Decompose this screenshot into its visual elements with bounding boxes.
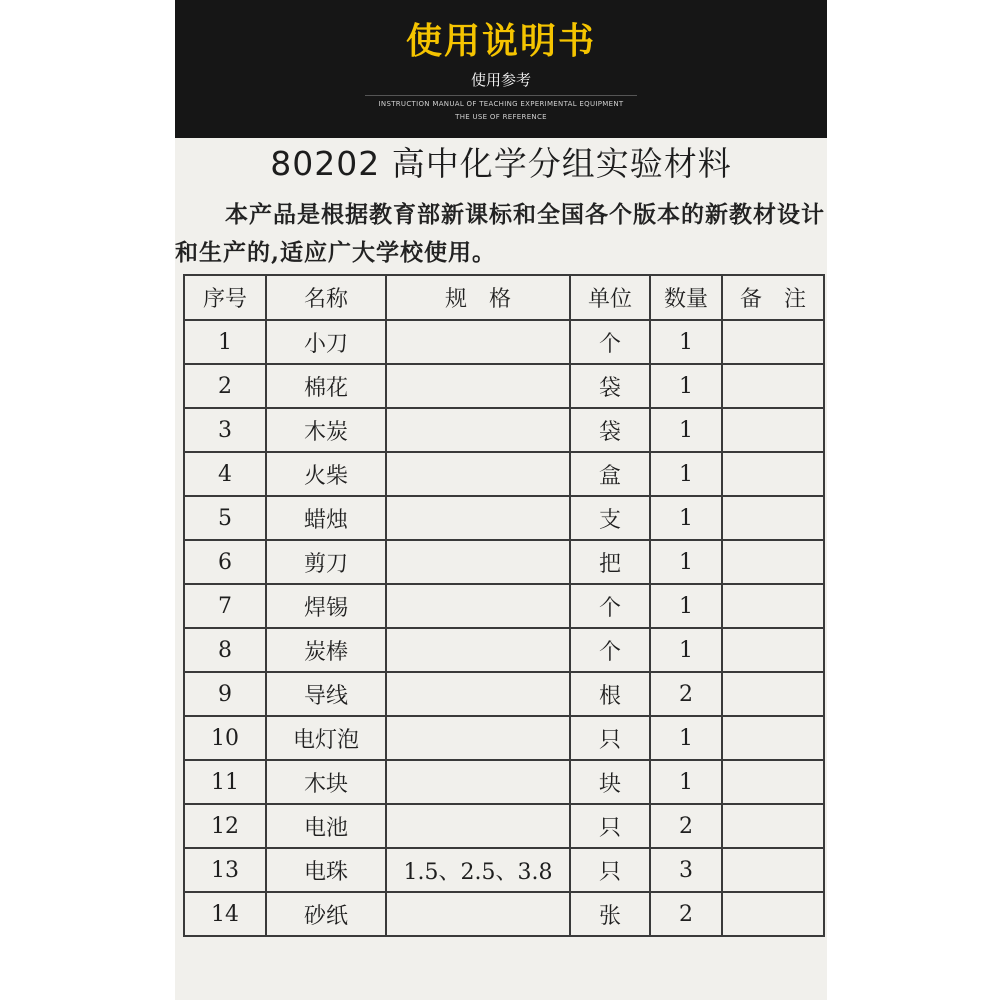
cell-unit: 个	[570, 320, 650, 364]
banner-english-line-2: THE USE OF REFERENCE	[455, 113, 547, 121]
cell-note	[722, 364, 824, 408]
cell-spec	[386, 892, 570, 936]
cell-note	[722, 540, 824, 584]
document-title: 80202 高中化学分组实验材料	[270, 144, 732, 183]
table-row	[184, 848, 824, 892]
table-row	[184, 452, 824, 496]
cell-no: 3	[184, 408, 266, 452]
cell-spec	[386, 364, 570, 408]
cell-qty: 1	[650, 452, 722, 496]
cell-name: 电池	[266, 804, 386, 848]
header-cell-note: 备 注	[722, 275, 824, 320]
table-row	[184, 408, 824, 452]
cell-unit: 袋	[570, 408, 650, 452]
cell-spec	[386, 716, 570, 760]
cell-name: 木炭	[266, 408, 386, 452]
cell-name: 蜡烛	[266, 496, 386, 540]
cell-name: 小刀	[266, 320, 386, 364]
cell-qty: 1	[650, 716, 722, 760]
cell-qty: 1	[650, 408, 722, 452]
table-row	[184, 364, 824, 408]
intro-paragraph: 本产品是根据教育部新课标和全国各个版本的新教材设计和生产的,适应广大学校使用。	[175, 201, 825, 266]
cell-qty: 1	[650, 760, 722, 804]
cell-name: 棉花	[266, 364, 386, 408]
cell-unit: 个	[570, 584, 650, 628]
cell-spec	[386, 628, 570, 672]
cell-name: 木块	[266, 760, 386, 804]
cell-no: 8	[184, 628, 266, 672]
cell-spec: 1.5、2.5、3.8	[386, 848, 570, 892]
table-header	[184, 275, 824, 320]
cell-qty: 1	[650, 628, 722, 672]
cell-no: 13	[184, 848, 266, 892]
cell-qty: 1	[650, 496, 722, 540]
cell-qty: 1	[650, 584, 722, 628]
cell-qty: 3	[650, 848, 722, 892]
cell-spec	[386, 672, 570, 716]
cell-no: 4	[184, 452, 266, 496]
cell-name: 火柴	[266, 452, 386, 496]
banner-english-line-1: INSTRUCTION MANUAL OF TEACHING EXPERIMENTAL EQUIPMENT	[378, 100, 624, 108]
cell-spec	[386, 496, 570, 540]
cell-no: 1	[184, 320, 266, 364]
table-row	[184, 672, 824, 716]
table-row	[184, 320, 824, 364]
materials-table	[183, 274, 825, 937]
table-row	[184, 628, 824, 672]
cell-unit: 块	[570, 760, 650, 804]
cell-unit: 盒	[570, 452, 650, 496]
cell-name: 焊锡	[266, 584, 386, 628]
cell-spec	[386, 540, 570, 584]
cell-qty: 2	[650, 892, 722, 936]
cell-spec	[386, 804, 570, 848]
cell-qty: 2	[650, 672, 722, 716]
banner-title: 使用说明书	[405, 21, 596, 62]
cell-note	[722, 408, 824, 452]
cell-note	[722, 320, 824, 364]
cell-note	[722, 628, 824, 672]
cell-unit: 根	[570, 672, 650, 716]
cell-name: 炭棒	[266, 628, 386, 672]
manual-page	[175, 0, 827, 1000]
table-body	[184, 320, 824, 936]
cell-name: 导线	[266, 672, 386, 716]
cell-no: 11	[184, 760, 266, 804]
cell-name: 电珠	[266, 848, 386, 892]
cell-no: 14	[184, 892, 266, 936]
cell-note	[722, 672, 824, 716]
header-cell-spec: 规 格	[386, 275, 570, 320]
cell-spec	[386, 408, 570, 452]
header-cell-name: 名称	[266, 275, 386, 320]
cell-qty: 1	[650, 540, 722, 584]
table-row	[184, 804, 824, 848]
header-cell-no: 序号	[184, 275, 266, 320]
cell-name: 电灯泡	[266, 716, 386, 760]
header-cell-qty: 数量	[650, 275, 722, 320]
table-row	[184, 496, 824, 540]
cell-qty: 2	[650, 804, 722, 848]
table-row	[184, 716, 824, 760]
cell-unit: 袋	[570, 364, 650, 408]
cell-unit: 只	[570, 848, 650, 892]
cell-name: 砂纸	[266, 892, 386, 936]
banner-subtitle: 使用参考	[470, 71, 531, 89]
cell-note	[722, 452, 824, 496]
cell-name: 剪刀	[266, 540, 386, 584]
cell-unit: 张	[570, 892, 650, 936]
table-row	[184, 540, 824, 584]
cell-note	[722, 848, 824, 892]
cell-spec	[386, 584, 570, 628]
cell-note	[722, 804, 824, 848]
cell-no: 12	[184, 804, 266, 848]
cell-no: 6	[184, 540, 266, 584]
cell-spec	[386, 760, 570, 804]
cell-note	[722, 892, 824, 936]
header-banner	[175, 0, 827, 138]
table-row	[184, 760, 824, 804]
cell-unit: 只	[570, 716, 650, 760]
cell-note	[722, 584, 824, 628]
header-row	[184, 275, 824, 320]
cell-no: 5	[184, 496, 266, 540]
header-cell-unit: 单位	[570, 275, 650, 320]
cell-unit: 支	[570, 496, 650, 540]
cell-note	[722, 760, 824, 804]
cell-unit: 个	[570, 628, 650, 672]
cell-no: 7	[184, 584, 266, 628]
cell-no: 9	[184, 672, 266, 716]
banner-divider	[365, 95, 637, 96]
cell-unit: 只	[570, 804, 650, 848]
cell-no: 10	[184, 716, 266, 760]
cell-qty: 1	[650, 320, 722, 364]
cell-note	[722, 716, 824, 760]
cell-qty: 1	[650, 364, 722, 408]
cell-spec	[386, 452, 570, 496]
table-row	[184, 584, 824, 628]
cell-no: 2	[184, 364, 266, 408]
table-row	[184, 892, 824, 936]
cell-spec	[386, 320, 570, 364]
cell-unit: 把	[570, 540, 650, 584]
cell-note	[722, 496, 824, 540]
